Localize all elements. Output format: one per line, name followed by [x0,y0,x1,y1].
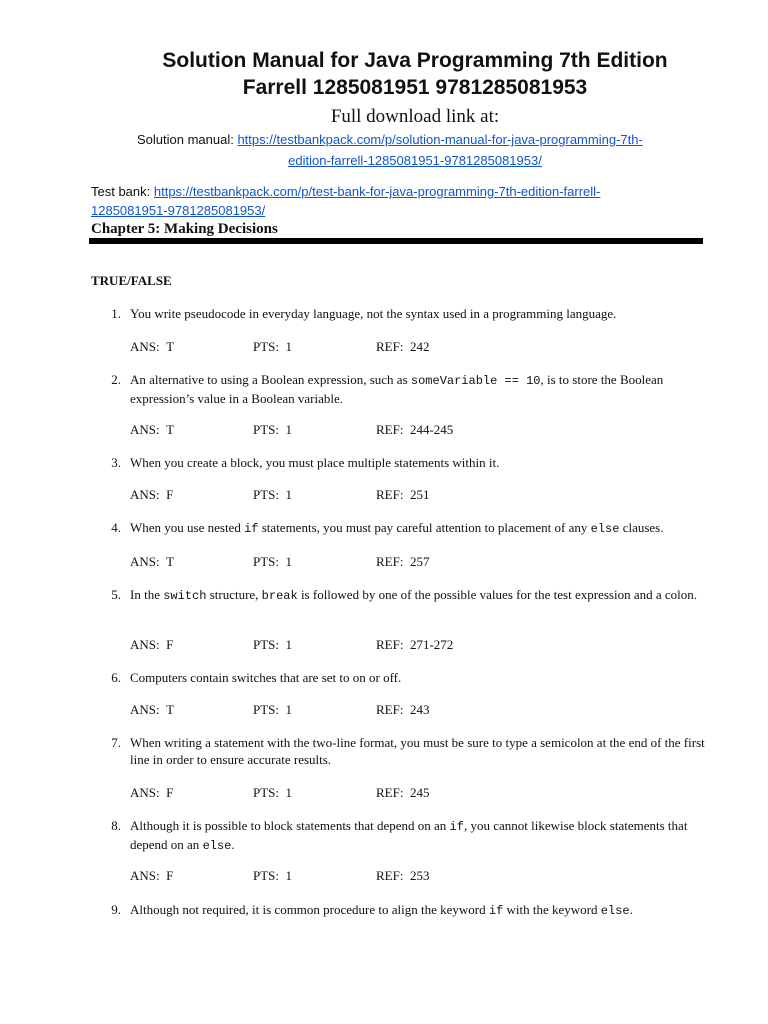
question-number: 2. [111,372,121,387]
question-text [130,669,705,686]
reference-value: REF: 271-272 [376,637,454,652]
question-number: 5. [111,587,121,602]
question-text-segment: , is to store the Boolean expression’s value in a Boolean variable. [130,372,664,406]
question-text-segment: . [231,837,235,852]
question-text-segment: structure, [206,587,262,602]
question-number: 6. [111,670,121,685]
question-text-segment: When writing a statement with the two-line format, you must be sure to type a semicolon at the end of the first line in order to ensure accurate results. [130,735,705,767]
points-value: PTS: 1 [253,554,293,569]
question-text-segment: Although not required, it is common procedure to align the keyword [130,902,489,917]
answer-value: ANS: F [130,868,174,883]
question-text [130,901,705,920]
solution-manual-label: Solution manual: [137,132,238,147]
question-text-segment: with the keyword [503,902,601,917]
answer-value: ANS: T [130,339,175,354]
question-text-segment: An alternative to using a Boolean expression, such as [130,372,411,387]
solution-manual-link-part2[interactable]: edition-farrell-1285081951-9781285081953/ [288,153,542,168]
question-text [130,817,705,855]
answer-value: ANS: T [130,554,175,569]
question-text [130,454,705,471]
question-text-segment: When you use nested [130,520,245,535]
solution-manual-line [137,131,643,148]
code-keyword: else [202,839,232,853]
solution-manual-link-continued [0,152,768,169]
points-value: PTS: 1 [253,785,293,800]
question-number: 3. [111,455,121,470]
points-value: PTS: 1 [253,702,293,717]
code-keyword: someVariable == 10 [410,374,541,388]
code-keyword: break [261,589,298,603]
question-text-segment: clauses. [619,520,664,535]
question-text [130,734,705,768]
test-bank-link[interactable]: https://testbankpack.com/p/test-bank-for-java-programming-7th-edition-farrell- [153,184,601,199]
question-text-segment: When you create a block, you must place multiple statements within it. [130,455,500,470]
question-number: 1. [111,306,121,321]
answer-value: ANS: T [130,702,175,717]
chapter-title: Chapter 5: Making Decisions [91,221,278,237]
question-text [130,371,705,407]
download-heading: Full download link at: [330,106,500,127]
question-number: 7. [111,735,121,750]
question-number: 4. [111,520,121,535]
question-text-segment: statements, you must pay careful attention to placement of any [258,520,591,535]
points-value: PTS: 1 [253,339,293,354]
code-keyword: if [244,522,259,536]
code-keyword: if [449,820,464,834]
question-text-segment: In the [130,587,164,602]
question-text-segment: is followed by one of the possible values for the test expression and a colon. [297,587,697,602]
points-value: PTS: 1 [253,868,293,883]
points-value: PTS: 1 [253,637,293,652]
points-value: PTS: 1 [253,487,293,502]
question-text-segment: Although it is possible to block statements that depend on an [130,818,450,833]
test-bank-label: Test bank: [91,184,154,199]
document-title-line-2: Farrell 1285081951 9781285081953 [242,76,588,99]
reference-value: REF: 242 [376,339,430,354]
question-text-segment: , you cannot likewise block statements that depend on an [130,818,688,852]
reference-value: REF: 245 [376,785,430,800]
code-keyword: switch [163,589,207,603]
question-text [130,586,705,605]
answer-value: ANS: F [130,785,174,800]
question-number: 9. [111,902,121,917]
reference-value: REF: 257 [376,554,430,569]
answer-value: ANS: F [130,487,174,502]
question-text-segment: Computers contain switches that are set to on or off. [130,670,402,685]
reference-value: REF: 243 [376,702,430,717]
chapter-divider [89,238,703,244]
question-text [130,519,705,538]
points-value: PTS: 1 [253,422,293,437]
reference-value: REF: 253 [376,868,430,883]
question-text-segment: . [629,902,633,917]
question-text [130,305,705,322]
section-heading: TRUE/FALSE [91,273,172,288]
answer-value: ANS: T [130,422,175,437]
reference-value: REF: 244-245 [376,422,454,437]
code-keyword: else [600,904,630,918]
answer-value: ANS: F [130,637,174,652]
solution-manual-link[interactable]: https://testbankpack.com/p/solution-manual-for-java-programming-7th- [237,132,643,147]
document-title-line-1: Solution Manual for Java Programming 7th Edition [162,49,668,72]
test-bank-line [91,183,600,200]
question-number: 8. [111,818,121,833]
test-bank-link-continued [91,202,265,219]
code-keyword: else [590,522,620,536]
test-bank-link-part2[interactable]: 1285081951-9781285081953/ [91,203,266,218]
question-text-segment: You write pseudocode in everyday language, not the syntax used in a programming language. [130,306,617,321]
reference-value: REF: 251 [376,487,430,502]
code-keyword: if [488,904,504,918]
